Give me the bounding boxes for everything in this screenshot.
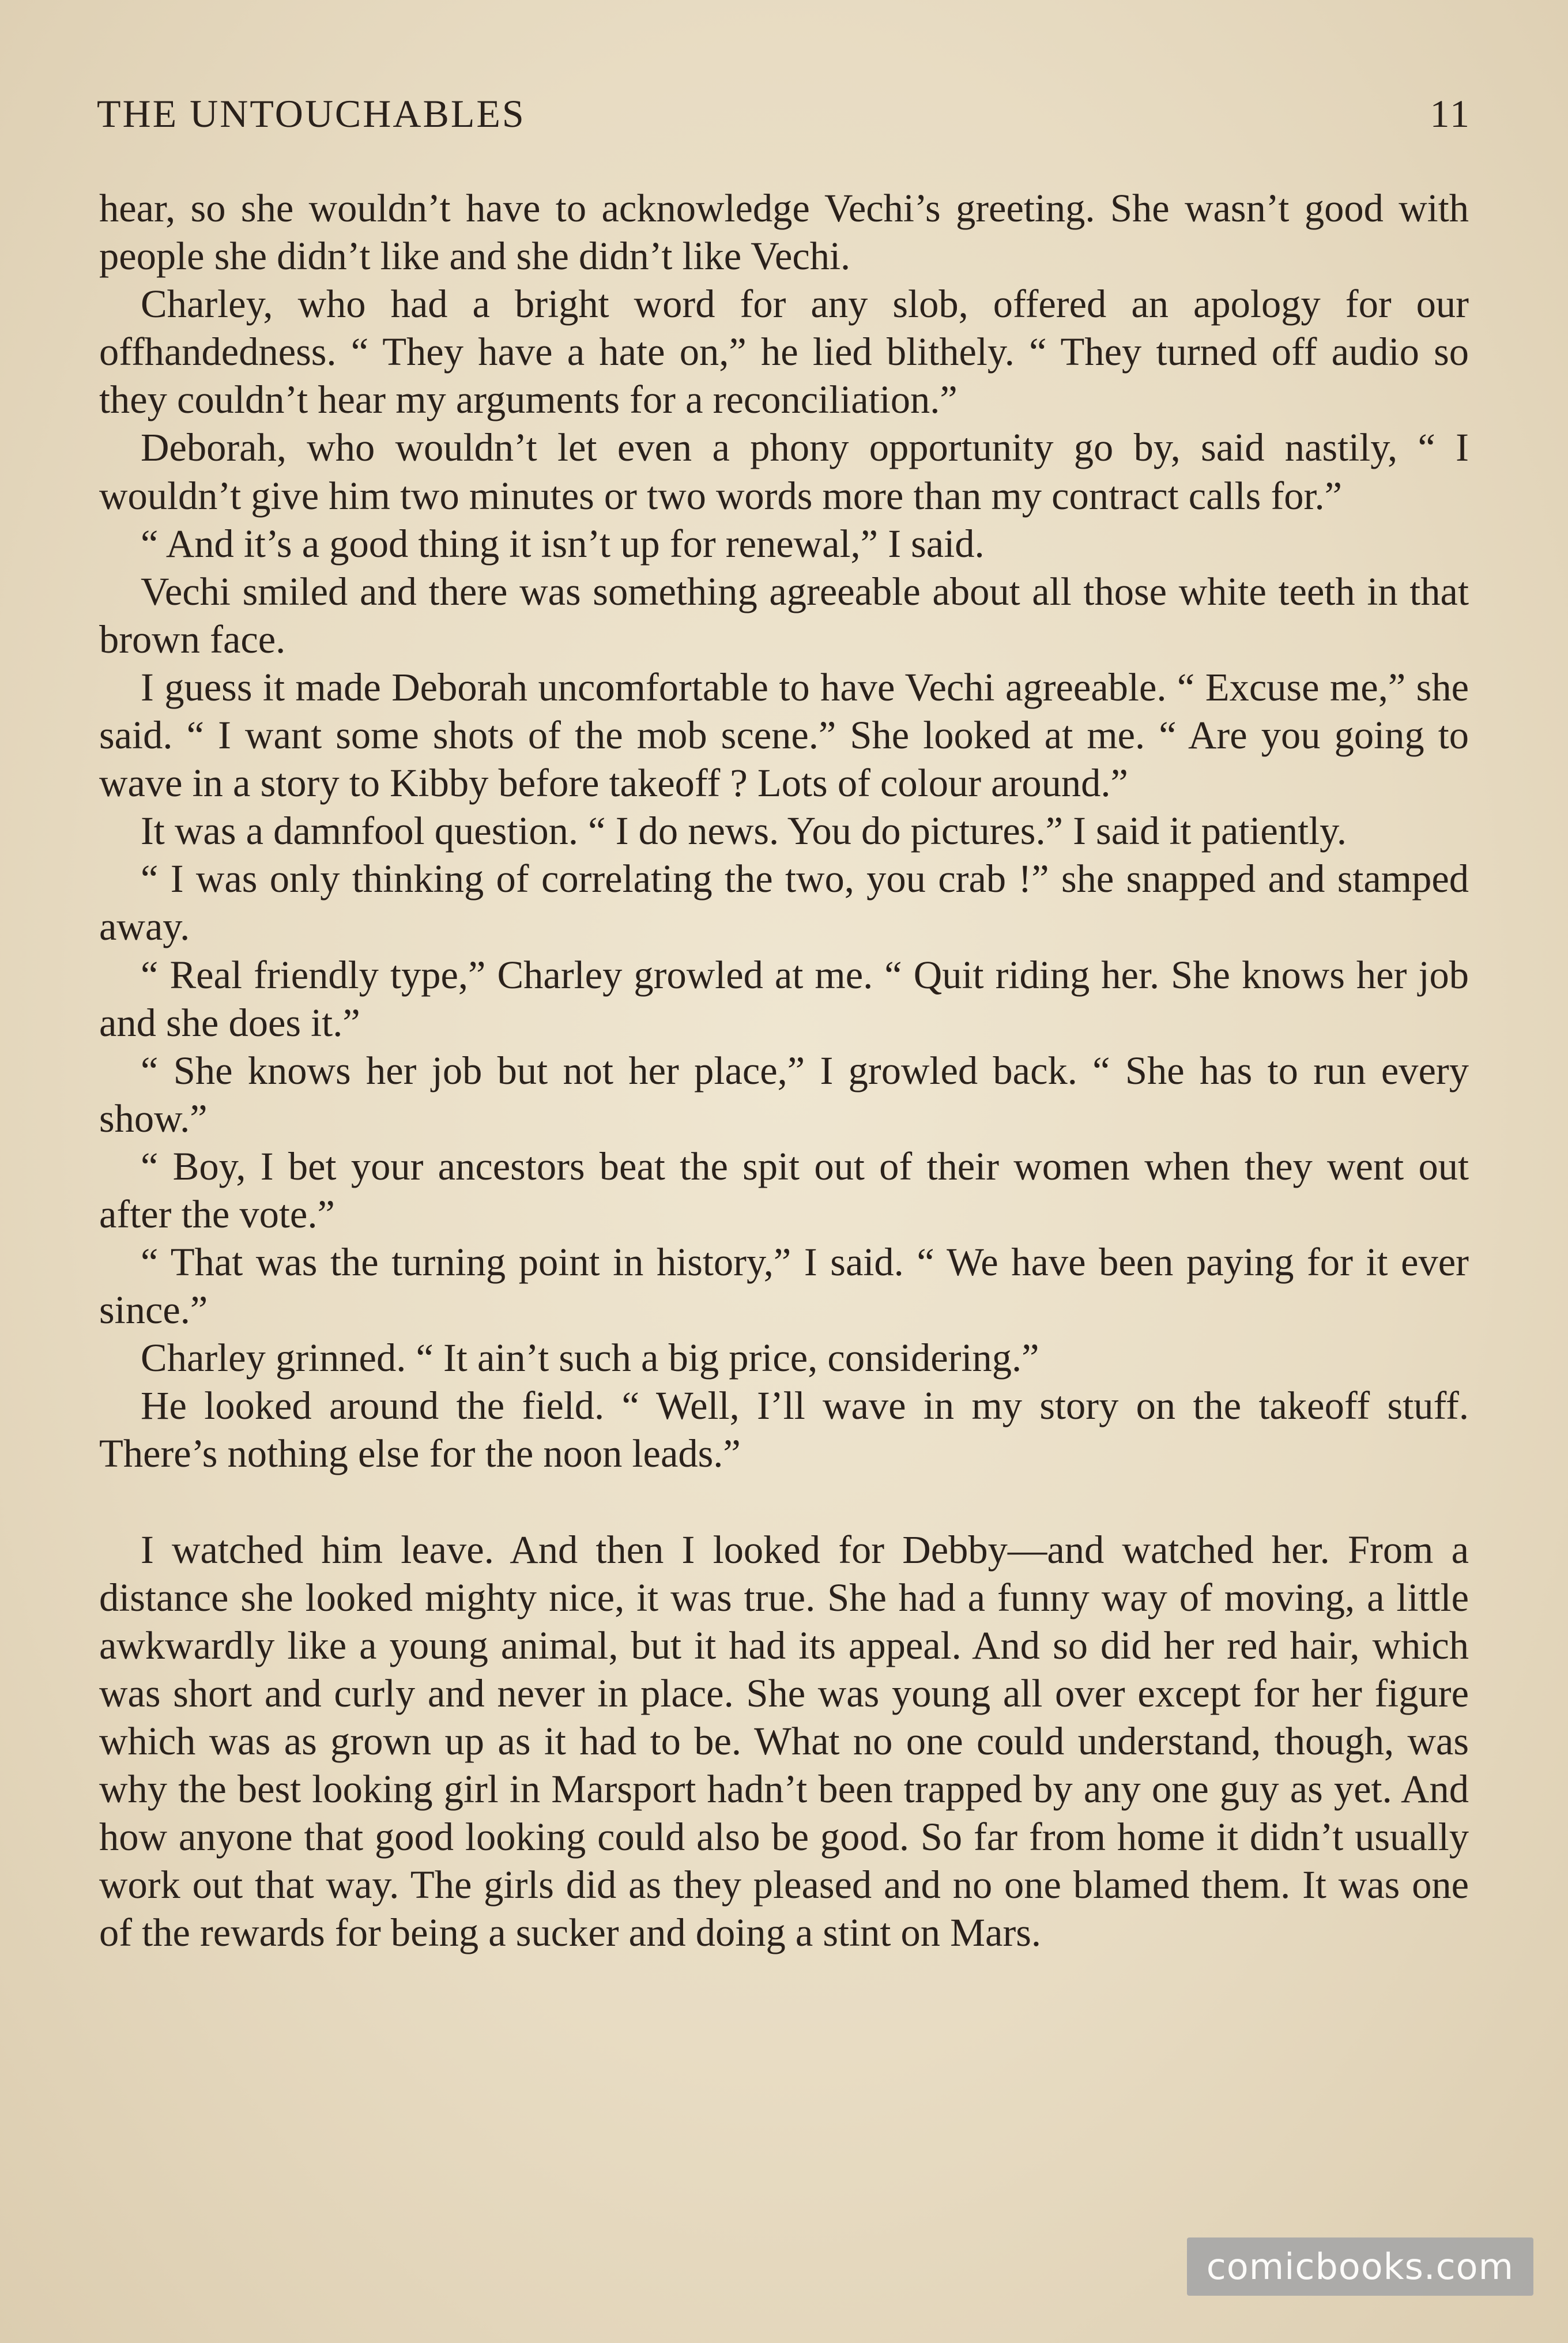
paragraph: “ I was only thinking of correlating the two, you crab !” she snapped and stamped away. <box>99 857 1469 949</box>
paragraph: It was a damnfool question. “ I do news. You do pictures.” I said it patiently. <box>141 809 1347 853</box>
page-number: 11 <box>1430 92 1471 135</box>
paragraph: Vechi smiled and there was something agreeable about all those white teeth in that brown face. <box>99 569 1469 661</box>
paragraph: Deborah, who wouldn’t let even a phony opportunity go by, said nastily, “ I wouldn’t give him two minutes or two words more than my contract calls for.” <box>99 425 1469 518</box>
running-header <box>97 91 1471 143</box>
paragraph: “ That was the turning point in history,” I said. “ We have been paying for it ever since.” <box>99 1240 1469 1332</box>
paragraph: Charley grinned. “ It ain’t such a big price, considering.” <box>141 1336 1039 1380</box>
paragraph: “ And it’s a good thing it isn’t up for renewal,” I said. <box>141 521 985 566</box>
running-title: THE UNTOUCHABLES <box>97 92 526 135</box>
paragraph: I watched him leave. And then I looked for Debby—and watched her. From a distance she looked mighty nice, it was true. She had a funny way of moving, a little awkwardly like a young animal, but it had its appeal. And so did her red hair, which was short and curly and never in place. She was young all over except for her figure which was as grown up as it had to be. What no one could understand, though, was why the best looking girl in Marsport hadn’t been trapped by any one guy as yet. And how anyone that good looking could also be good. So far from home it didn’t usually work out that way. The girls did as they pleased and no one blamed them. It was one of the rewards for being a sucker and doing a stint on Mars. <box>99 1527 1469 1955</box>
paragraph: Charley, who had a bright word for any slob, offered an apology for our offhandedness. “ They have a hate on,” he lied blithely. “ They turned off audio so they couldn’t hear my arguments for a reconciliation.” <box>99 282 1469 422</box>
section-break <box>99 1478 1469 1526</box>
paragraph: “ She knows her job but not her place,” I growled back. “ She has to run every show.” <box>99 1048 1469 1140</box>
paragraph: I guess it made Deborah uncomfortable to have Vechi agreeable. “ Excuse me,” she said. “ I want some shots of the mob scene.” She looked at me. “ Are you going to wave in a story to Kibby before takeoff ? Lots of colour around.” <box>99 665 1469 805</box>
watermark: comicbooks.com <box>1187 2237 1533 2296</box>
paragraph: “ Boy, I bet your ancestors beat the spit out of their women when they went out after the vote.” <box>99 1144 1469 1236</box>
paragraph: hear, so she wouldn’t have to acknowledge Vechi’s greeting. She wasn’t good with people she didn’t like and she didn’t like Vechi. <box>99 186 1469 278</box>
paragraph: “ Real friendly type,” Charley growled at me. “ Quit riding her. She knows her job and she does it.” <box>99 952 1469 1045</box>
page-body <box>99 184 1469 1957</box>
paragraph: He looked around the field. “ Well, I’ll wave in my story on the takeoff stuff. There’s nothing else for the noon leads.” <box>99 1384 1469 1476</box>
